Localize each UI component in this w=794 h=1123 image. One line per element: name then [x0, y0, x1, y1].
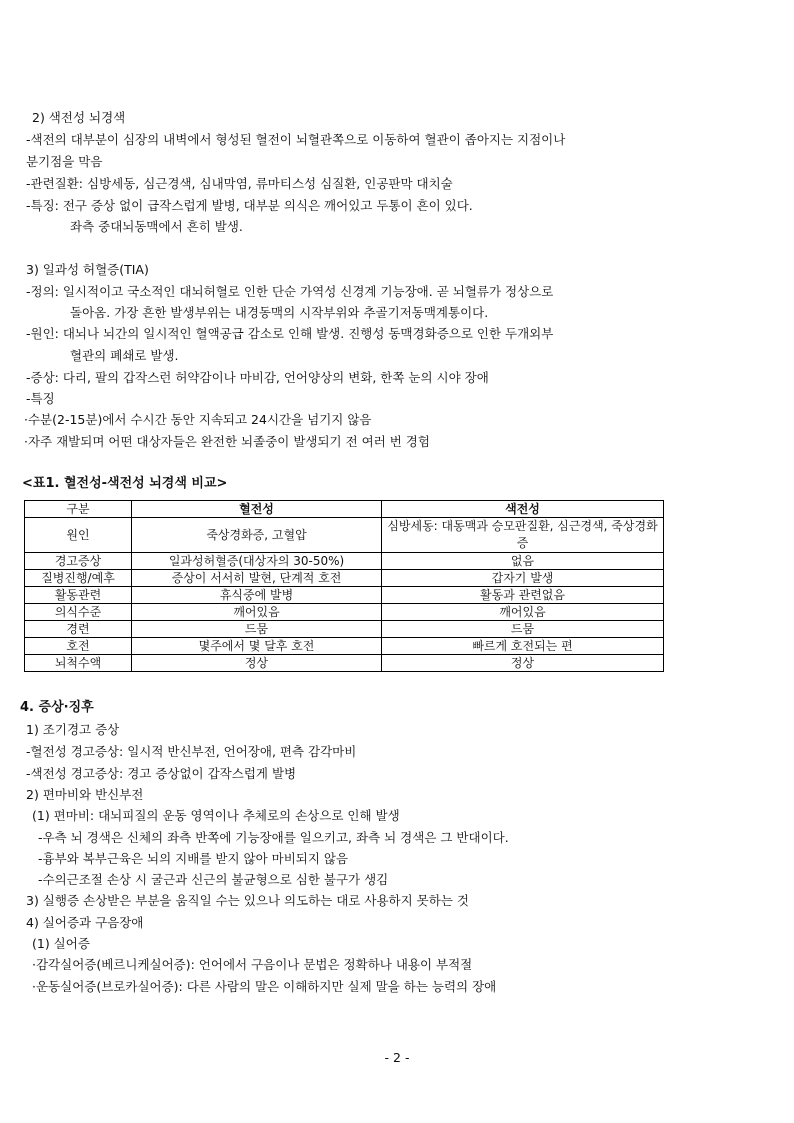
embolic-line: 분기점을 막음: [26, 154, 103, 169]
table-header-row: [25, 501, 664, 518]
symptoms-line: ·운동실어증(브로카실어증): 다른 사람의 말은 이해하지만 실제 말을 하는 능력의 장애: [32, 979, 497, 994]
table-cell: 원인: [25, 518, 132, 553]
table-cell: 일과성허혈증(대상자의 30-50%): [132, 553, 382, 570]
table-cell: 몇주에서 몇 달후 호전: [132, 638, 382, 655]
table-cell: 죽상경화증, 고혈압: [132, 518, 382, 553]
symptoms-line: (1) 편마비: 대뇌피질의 운동 영역이나 추체로의 손상으로 인해 발생: [32, 808, 400, 823]
table-cell: 정상: [382, 655, 664, 672]
table-cell: 휴식중에 발병: [132, 587, 382, 604]
tia-line: -정의: 일시적이고 국소적인 대뇌허혈로 인한 단순 가역성 신경계 기능장애. 곧 뇌혈류가 정상으로: [26, 284, 554, 299]
table-row: [25, 518, 664, 553]
table-cell: 호전: [25, 638, 132, 655]
symptoms-line: ·감각실어증(베르니케실어증): 언어에서 구음이나 문법은 정확하나 내용이 부적절: [32, 957, 473, 972]
table-cell: 드뭄: [382, 621, 664, 638]
tia-line: -원인: 대뇌나 뇌간의 일시적인 혈액공급 감소로 인해 발생. 진행성 동맥경화증으로 인한 두개외부: [26, 326, 554, 341]
table-row: [25, 621, 664, 638]
tia-line: -증상: 다리, 팔의 갑작스런 허약감이나 마비감, 언어양상의 변화, 한쪽 눈의 시야 장애: [26, 370, 489, 385]
comparison-table: [24, 500, 664, 672]
table-row: [25, 570, 664, 587]
table-cell: 갑자기 발생: [382, 570, 664, 587]
table-cell: 정상: [132, 655, 382, 672]
table-row: [25, 553, 664, 570]
section-heading-embolic: 2) 색전성 뇌경색: [32, 110, 126, 125]
table-cell: 증상이 서서히 발현, 단계적 호전: [132, 570, 382, 587]
tia-line: 혈관의 폐쇄로 발생.: [70, 348, 179, 363]
table-header-cell: 색전성: [382, 501, 664, 518]
table-cell: 빠르게 호전되는 편: [382, 638, 664, 655]
embolic-line: 좌측 중대뇌동맥에서 흔히 발생.: [70, 219, 243, 234]
section-heading-tia: 3) 일과성 허혈증(TIA): [26, 262, 149, 277]
symptoms-line: -흉부와 복부근육은 뇌의 지배를 받지 않아 마비되지 않음: [38, 851, 349, 866]
table-row: [25, 655, 664, 672]
symptoms-line: 4) 실어증과 구음장애: [26, 915, 144, 930]
table-cell: 경고증상: [25, 553, 132, 570]
table-row: [25, 587, 664, 604]
table-cell: 없음: [382, 553, 664, 570]
table-cell: 의식수준: [25, 604, 132, 621]
symptoms-line: 1) 조기경고 증상: [26, 722, 120, 737]
table-cell: 질병진행/예후: [25, 570, 132, 587]
table-cell: 드뭄: [132, 621, 382, 638]
tia-line: ·자주 재발되며 어떤 대상자들은 완전한 뇌졸중이 발생되기 전 여러 번 경험: [24, 434, 430, 449]
table-cell: 활동과 관련없음: [382, 587, 664, 604]
embolic-line: -관련질환: 심방세동, 심근경색, 심내막염, 류마티스성 심질환, 인공판막 대치술: [26, 176, 453, 191]
tia-line: -특징: [26, 391, 55, 406]
page-number: - 2 -: [384, 1050, 410, 1065]
table-cell: 깨어있음: [132, 604, 382, 621]
table-caption: <표1. 혈전성-색전성 뇌경색 비교>: [22, 476, 228, 491]
embolic-line: -특징: 전구 증상 없이 급작스럽게 발병, 대부분 의식은 깨어있고 두통이 흔이 있다.: [26, 198, 473, 213]
table-row: [25, 638, 664, 655]
tia-line: ·수분(2-15분)에서 수시간 동안 지속되고 24시간을 넘기지 않음: [24, 412, 372, 427]
table-cell: 활동관련: [25, 587, 132, 604]
symptoms-line: (1) 실어증: [32, 936, 90, 951]
symptoms-line: -수의근조절 손상 시 굴근과 신근의 불균형으로 심한 불구가 생김: [38, 872, 389, 887]
symptoms-line: -우측 뇌 경색은 신체의 좌측 반쪽에 기능장애를 일으키고, 좌측 뇌 경색은 그 반대이다.: [38, 830, 509, 845]
tia-line: 돌아옴. 가장 흔한 발생부위는 내경동맥의 시작부위와 추골기저동맥계통이다.: [70, 305, 489, 320]
symptoms-line: 3) 실행증 손상받은 부분을 움직일 수는 있으나 의도하는 대로 사용하지 못하는 것: [26, 893, 469, 908]
section-heading-symptoms: 4. 증상·징후: [20, 700, 94, 715]
symptoms-line: -혈전성 경고증상: 일시적 반신부전, 언어장애, 편측 감각마비: [26, 744, 357, 759]
table-cell: 뇌척수액: [25, 655, 132, 672]
embolic-line: -색전의 대부분이 심장의 내벽에서 형성된 혈전이 뇌혈관쪽으로 이동하여 혈관이 좁아지는 지점이나: [26, 132, 566, 147]
symptoms-line: -색전성 경고증상: 경고 증상없이 갑작스럽게 발병: [26, 766, 297, 781]
table-cell: 경련: [25, 621, 132, 638]
table-header-cell: 구분: [25, 501, 132, 518]
table-row: [25, 604, 664, 621]
table-cell: 깨어있음: [382, 604, 664, 621]
symptoms-line: 2) 편마비와 반신부전: [26, 787, 144, 802]
table-header-cell: 혈전성: [132, 501, 382, 518]
table-cell: 심방세동: 대동맥과 승모판질환, 심근경색, 죽상경화증: [382, 518, 664, 553]
